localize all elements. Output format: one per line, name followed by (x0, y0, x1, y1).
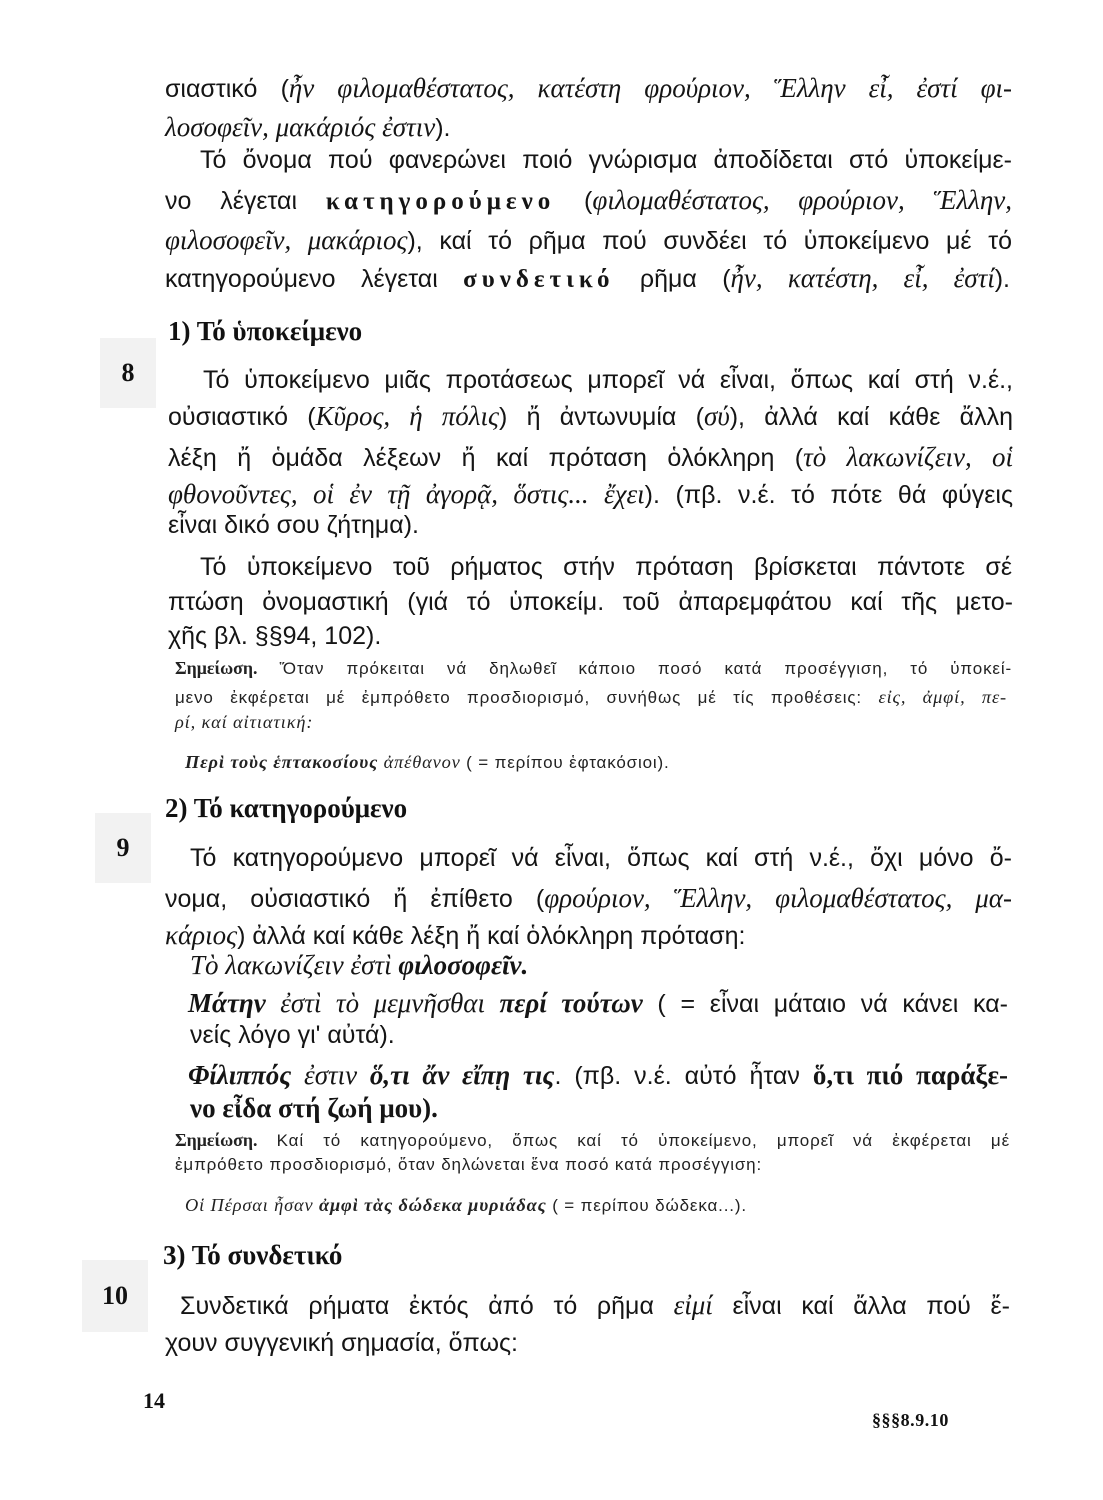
italic-text: Οἱ Πέρσαι ἦσαν (185, 1195, 319, 1215)
upright-text: κατηγορούμενο λέγεται (165, 265, 464, 293)
upright-text: ρῆμα ( (614, 265, 731, 293)
text-line (165, 71, 1012, 106)
upright-text: Τό ὑποκείμενο μιᾶς προτάσεως μπορεῖ νά εἶναι, ὅπως καί στή ν.έ., (203, 366, 1013, 394)
italic-text: σύ (704, 401, 730, 431)
upright-text: ). (435, 114, 451, 142)
paragraph-number: 8 (100, 338, 156, 408)
note-line (175, 1153, 1010, 1177)
bold-italic-text: ὅ,τι ἄν εἴπῃ τις (369, 1060, 555, 1090)
bold-italic-text: φιλοσοφεῖν. (398, 950, 529, 980)
text-line (165, 261, 1010, 297)
upright-text: ), καί τό ρῆμα πού συνδέει τό ὑποκείμενο μέ τό (407, 227, 1012, 255)
italic-text: εἰμί (673, 1290, 713, 1320)
text-line (168, 477, 1013, 512)
italic-text: φθονοῦντες, οἱ ἐν τῇ ἀγορᾷ, ὅστις... ἔχει (168, 479, 645, 509)
note-label: Σημείωση. (175, 658, 258, 678)
section-reference: §§§8.9.10 (872, 1410, 949, 1430)
italic-text: ἦν, κατέστη, εἶ, ἐστί (730, 263, 995, 293)
upright-text: Καί τό κατηγορούμενο, ὅπως καί τό ὑποκείμενο, μπορεῖ νά ἐκφέρεται μέ (257, 1131, 1010, 1150)
bold-text: ὅ,τι πιό παράξε- (812, 1060, 1008, 1090)
example-line (188, 1058, 1008, 1093)
italic-text: ἐστιν (291, 1060, 370, 1090)
text-line (168, 619, 1013, 653)
note-line (175, 656, 1012, 681)
italic-text: ἐστὶ τὸ μεμνῆσθαι (265, 988, 500, 1018)
paragraph-number: 10 (82, 1260, 148, 1332)
note-line (175, 685, 1007, 710)
upright-text: . (πβ. ν.έ. αὐτό ἦταν (554, 1062, 813, 1090)
italic-text: τὸ λακωνίζειν, οἱ (803, 442, 1013, 472)
italic-text: εἰς, ἀμφί, πε- (878, 687, 1007, 707)
note-label: Σημείωση. (175, 1130, 258, 1150)
upright-text: χῆς βλ. §§94, 102). (168, 622, 382, 650)
upright-text: νο λέγεται (165, 187, 326, 215)
upright-text: ( = περίπου δώδεκα...). (546, 1196, 747, 1215)
text-line (165, 881, 1012, 916)
text-line (180, 1288, 1010, 1323)
text-line (168, 440, 1013, 475)
upright-text: οὐσιαστικό ( (168, 403, 316, 431)
upright-text: πτώση ὀνομαστική (γιά τό ὑποκείμ. τοῦ ἀπαρεμφάτου καί τῆς μετο- (168, 588, 1013, 616)
italic-text: φρούριον, Ἕλλην, φιλομαθέστατος, μα- (544, 883, 1012, 913)
italic-text: φιλομαθέστατος, φρούριον, Ἕλλην, (592, 185, 1012, 215)
bold-italic-text: περί τούτων (499, 988, 643, 1018)
section-heading: 3) Τό συνδετικό (163, 1240, 343, 1270)
note-line (175, 710, 1007, 735)
upright-text: ) ἀλλά καί κάθε λέξη ἤ καί ὁλόκληρη πρόταση: (237, 922, 746, 950)
italic-text: Τὸ λακωνίζειν ἐστὶ (190, 950, 399, 980)
bold-text: νο εἶδα στή ζωή μου). (190, 1093, 438, 1123)
example-line (190, 1018, 1010, 1052)
text-line (168, 585, 1013, 619)
italic-text: ἦν φιλομαθέστατος, κατέστη φρούριον, Ἕλλην εἶ, ἐστί φι- (288, 73, 1012, 103)
text-line (165, 110, 1012, 145)
text-line (190, 841, 1012, 875)
spaced-bold-term: κατηγορούμενο (325, 188, 556, 215)
upright-text: νείς λόγο γι' αὐτά). (190, 1021, 395, 1049)
example-line (190, 948, 1010, 983)
upright-text: ( = περίπου ἑφτακόσιοι). (460, 753, 670, 772)
upright-text: Τό κατηγορούμενο μπορεῖ νά εἶναι, ὅπως καί στή ν.έ., ὄχι μόνο ὄ- (190, 844, 1012, 872)
text-line (203, 363, 1013, 397)
upright-text: ἐμπρόθετο προσδιορισμό, ὅταν δηλώνεται ἕνα ποσό κατά προσέγγιση: (175, 1155, 763, 1174)
bold-italic-text: ἀμφὶ τὰς δώδεκα μυριάδας (318, 1195, 547, 1215)
text-line (200, 550, 1012, 584)
upright-text: Ὅταν πρόκειται νά δηλωθεῖ κάποιο ποσό κατά προσέγγιση, τό ὑποκεί- (257, 659, 1012, 678)
upright-text: νομα, οὐσιαστικό ἤ ἐπίθετο ( (165, 885, 545, 913)
note-line (175, 1128, 1010, 1153)
note-example (185, 750, 1005, 775)
italic-text: ρί, καί αἰτιατική: (175, 712, 314, 732)
upright-text: ), ἀλλά καί κάθε ἄλλη (729, 403, 1014, 431)
italic-text: Κῦρος, ἡ πόλις (315, 401, 499, 431)
text-line (165, 183, 1012, 219)
upright-text: εἶναι καί ἄλλα πού ἔ- (712, 1292, 1010, 1320)
page-number: 14 (143, 1388, 165, 1413)
text-line (168, 399, 1013, 434)
italic-text: ἀπέθανον (378, 752, 461, 772)
paragraph-number: 9 (95, 813, 151, 883)
italic-text: λοσοφεῖν, μακάριός ἐστιν (165, 112, 436, 142)
example-line (190, 1091, 1010, 1126)
example-line (188, 986, 1008, 1021)
upright-text: ( = εἶναι μάταιο νά κάνει κα- (642, 990, 1008, 1018)
bold-italic-text: Μάτην (188, 988, 266, 1018)
text-line (200, 143, 1012, 177)
spaced-bold-term: συνδετικό (463, 266, 615, 293)
text-line (165, 223, 1012, 258)
section-heading: 2) Τό κατηγορούμενο (165, 793, 408, 823)
upright-text: εἶναι δικό σου ζήτημα). (168, 511, 420, 539)
note-example (185, 1193, 1005, 1218)
upright-text: σιαστικό ( (165, 75, 289, 103)
upright-text: ). (994, 265, 1011, 293)
upright-text: Τό ὄνομα πού φανερώνει ποιό γνώρισμα ἀποδίδεται στό ὑποκείμε- (200, 146, 1012, 174)
upright-text: Τό ὑποκείμενο τοῦ ρήματος στήν πρόταση βρίσκεται πάντοτε σέ (200, 553, 1012, 581)
upright-text: μενο ἐκφέρεται μέ ἐμπρόθετο προσδιορισμό, συνήθως μέ τίς προθέσεις: (175, 688, 879, 707)
upright-text: λέξη ἤ ὁμάδα λέξεων ἤ καί πρόταση ὁλόκληρη ( (168, 444, 804, 472)
upright-text: ( (555, 187, 593, 215)
section-heading: 1) Τό ὑποκείμενο (168, 316, 363, 346)
text-line (165, 1326, 1010, 1360)
upright-text: χουν συγγενική σημασία, ὅπως: (165, 1329, 518, 1357)
text-line (168, 508, 1013, 542)
italic-text: φιλοσοφεῖν, μακάριος (165, 225, 408, 255)
italic-text: κάριος (165, 920, 238, 950)
upright-text: ). (πβ. ν.έ. τό πότε θά φύγεις (644, 481, 1013, 509)
bold-italic-text: Φίλιππός (188, 1060, 292, 1090)
bold-italic-text: Περὶ τοὺς ἑπτακοσίους (185, 752, 379, 772)
upright-text: ) ἤ ἀντωνυμία ( (498, 403, 705, 431)
upright-text: Συνδετικά ρήματα ἐκτός ἀπό τό ρῆμα (180, 1292, 674, 1320)
